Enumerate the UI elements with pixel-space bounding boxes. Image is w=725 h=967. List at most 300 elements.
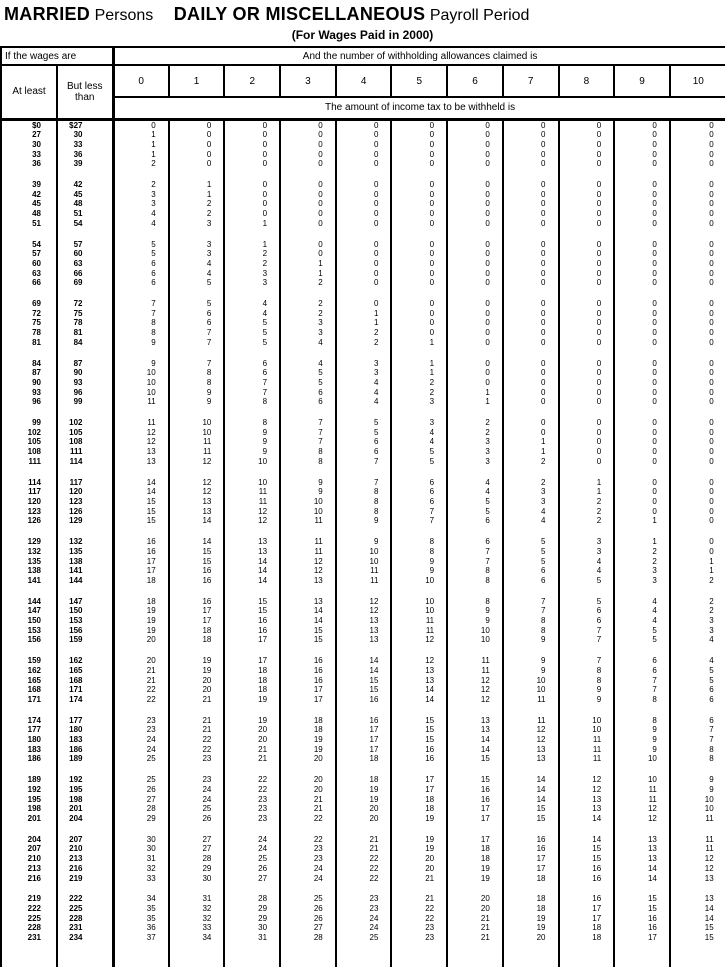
spacer-cell [447, 764, 503, 775]
tax-amount-cell: 16 [559, 894, 615, 904]
tax-amount-cell: 0 [670, 478, 725, 488]
tax-amount-cell: 12 [169, 478, 225, 488]
tax-amount-cell: 12 [614, 804, 670, 814]
tax-amount-cell: 11 [280, 547, 336, 557]
spacer-cell [447, 526, 503, 537]
tax-amount-cell: 10 [447, 626, 503, 636]
tax-amount-cell: 3 [670, 626, 725, 636]
spacer-cell [336, 526, 392, 537]
wage-but-less-cell: 234 [57, 933, 113, 943]
wage-at-least-cell: 225 [1, 914, 57, 924]
table-row [1, 150, 725, 160]
tax-amount-cell: 2 [447, 418, 503, 428]
tax-amount-cell: 0 [670, 328, 725, 338]
spacer-cell [280, 407, 336, 418]
tax-amount-cell: 22 [336, 874, 392, 884]
tax-amount-cell: 2 [224, 259, 280, 269]
tax-amount-cell: 30 [224, 923, 280, 933]
tax-amount-cell: 9 [336, 537, 392, 547]
spacer-cell [614, 883, 670, 894]
tax-amount-cell: 19 [503, 914, 559, 924]
spacer-cell [113, 407, 169, 418]
tax-amount-cell: 30 [113, 844, 169, 854]
tax-amount-cell: 0 [336, 259, 392, 269]
tax-amount-cell: 29 [224, 904, 280, 914]
spacer-cell [224, 467, 280, 478]
wage-at-least-cell: 81 [1, 338, 57, 348]
wage-at-least-cell: 63 [1, 269, 57, 279]
tax-amount-cell: 22 [391, 904, 447, 914]
spacer-cell [280, 526, 336, 537]
tax-amount-cell: 23 [391, 933, 447, 943]
tax-amount-cell: 22 [113, 695, 169, 705]
tax-amount-cell: 11 [503, 716, 559, 726]
tax-amount-cell: 23 [336, 904, 392, 914]
tax-amount-cell: 0 [391, 318, 447, 328]
tax-amount-cell: 18 [113, 576, 169, 586]
tax-amount-cell: 7 [336, 457, 392, 467]
tax-amount-cell: 0 [391, 309, 447, 319]
wage-at-least-cell: 189 [1, 775, 57, 785]
table-row [1, 795, 725, 805]
spacer-cell [503, 705, 559, 716]
tax-amount-cell: 0 [224, 130, 280, 140]
tax-amount-cell: 14 [224, 557, 280, 567]
spacer-cell [1, 645, 57, 656]
tax-amount-cell: 23 [113, 716, 169, 726]
tax-amount-cell: 10 [670, 795, 725, 805]
tax-amount-cell: 0 [224, 150, 280, 160]
tax-amount-cell: 16 [169, 576, 225, 586]
tax-amount-cell: 10 [280, 497, 336, 507]
tax-amount-cell: 3 [113, 190, 169, 200]
allowance-count-header: 2 [224, 65, 280, 97]
spacer-cell [113, 348, 169, 359]
tax-amount-cell: 0 [670, 219, 725, 229]
tax-amount-cell: 12 [670, 864, 725, 874]
wage-but-less-cell: 192 [57, 775, 113, 785]
tax-amount-cell: 13 [614, 835, 670, 845]
tax-amount-cell: 0 [670, 140, 725, 150]
tax-amount-cell: 23 [391, 923, 447, 933]
wage-but-less-cell: $27 [57, 119, 113, 130]
tax-amount-cell: 3 [447, 437, 503, 447]
spacer-cell [224, 169, 280, 180]
tax-amount-cell: 11 [224, 487, 280, 497]
tax-amount-cell: 0 [503, 190, 559, 200]
tax-amount-cell: 0 [559, 190, 615, 200]
tax-amount-cell: 13 [224, 537, 280, 547]
wage-but-less-cell: 147 [57, 597, 113, 607]
wage-but-less-cell: 144 [57, 576, 113, 586]
wage-but-less-cell: 150 [57, 606, 113, 616]
tax-amount-cell: 0 [614, 209, 670, 219]
tax-amount-cell: 21 [447, 914, 503, 924]
tax-amount-cell: 3 [391, 397, 447, 407]
tax-amount-cell: 0 [614, 119, 670, 130]
tax-amount-cell: 7 [670, 735, 725, 745]
tax-amount-cell: 2 [559, 497, 615, 507]
tax-amount-cell: 8 [169, 368, 225, 378]
tax-amount-cell: 28 [169, 854, 225, 864]
tax-amount-cell: 18 [336, 775, 392, 785]
wage-at-least-cell: 150 [1, 616, 57, 626]
tax-amount-cell: 0 [391, 249, 447, 259]
tax-amount-cell: 19 [391, 835, 447, 845]
tax-amount-cell: 3 [224, 278, 280, 288]
tax-amount-cell: 4 [559, 566, 615, 576]
spacer-cell [1, 943, 57, 967]
table-row [1, 566, 725, 576]
wage-at-least-cell: 126 [1, 516, 57, 526]
tax-amount-cell: 5 [169, 299, 225, 309]
tax-amount-cell: 6 [503, 566, 559, 576]
tax-amount-cell: 16 [169, 566, 225, 576]
tax-amount-cell: 19 [113, 626, 169, 636]
tax-amount-cell: 4 [559, 557, 615, 567]
spacer-cell [447, 288, 503, 299]
tax-amount-cell: 8 [280, 447, 336, 457]
spacer-cell [503, 348, 559, 359]
spacer-cell [224, 586, 280, 597]
tax-amount-cell: 18 [391, 795, 447, 805]
wage-at-least-cell: 102 [1, 428, 57, 438]
spacer-cell [614, 526, 670, 537]
tax-amount-cell: 9 [614, 735, 670, 745]
tax-amount-cell: 9 [224, 437, 280, 447]
spacer-cell [280, 824, 336, 835]
tax-amount-cell: 9 [670, 785, 725, 795]
wage-at-least-cell: 213 [1, 864, 57, 874]
wage-at-least-cell: 57 [1, 249, 57, 259]
tax-amount-cell: 10 [169, 428, 225, 438]
tax-amount-cell: 23 [280, 844, 336, 854]
tax-amount-cell: 1 [447, 388, 503, 398]
wage-but-less-cell: 231 [57, 923, 113, 933]
wage-but-less-cell: 195 [57, 785, 113, 795]
wage-but-less-cell: 162 [57, 656, 113, 666]
tax-amount-cell: 22 [113, 685, 169, 695]
tax-amount-cell: 4 [391, 437, 447, 447]
table-row [1, 923, 725, 933]
tax-amount-cell: 11 [559, 754, 615, 764]
wage-but-less-cell: 120 [57, 487, 113, 497]
title-daily: DAILY OR MISCELLANEOUS [173, 4, 426, 24]
tax-amount-cell: 0 [447, 219, 503, 229]
tax-amount-cell: 0 [447, 359, 503, 369]
tax-amount-cell: 0 [614, 190, 670, 200]
wage-at-least-cell: $0 [1, 119, 57, 130]
tax-amount-cell: 14 [224, 566, 280, 576]
tax-amount-cell: 0 [614, 259, 670, 269]
tax-amount-cell: 24 [113, 735, 169, 745]
tax-amount-cell: 9 [559, 685, 615, 695]
tax-amount-cell: 16 [503, 835, 559, 845]
spacer-cell [1, 824, 57, 835]
tax-amount-cell: 6 [670, 716, 725, 726]
tax-amount-cell: 10 [614, 754, 670, 764]
tax-amount-cell: 20 [169, 685, 225, 695]
tax-amount-cell: 12 [113, 428, 169, 438]
tax-amount-cell: 5 [391, 457, 447, 467]
tax-amount-cell: 0 [559, 437, 615, 447]
tax-amount-cell: 7 [559, 635, 615, 645]
spacer-cell [224, 645, 280, 656]
tax-amount-cell: 0 [280, 130, 336, 140]
tax-amount-cell: 0 [503, 249, 559, 259]
wage-at-least-cell: 108 [1, 447, 57, 457]
tax-amount-cell: 6 [224, 368, 280, 378]
tax-amount-cell: 4 [614, 606, 670, 616]
wage-but-less-cell: 84 [57, 338, 113, 348]
tax-amount-cell: 8 [391, 547, 447, 557]
allowance-count-header: 3 [280, 65, 336, 97]
wage-but-less-cell: 102 [57, 418, 113, 428]
tax-amount-cell: 10 [614, 775, 670, 785]
tax-amount-cell: 14 [224, 576, 280, 586]
spacer-cell [57, 883, 113, 894]
title-payroll: Payroll Period [429, 7, 530, 24]
allowance-count-header: 7 [503, 65, 559, 97]
tax-amount-cell: 11 [280, 537, 336, 547]
wage-at-least-cell: 228 [1, 923, 57, 933]
tax-amount-cell: 4 [614, 597, 670, 607]
tax-amount-cell: 5 [336, 418, 392, 428]
tax-amount-cell: 19 [447, 874, 503, 884]
tax-amount-cell: 4 [670, 635, 725, 645]
spacer-cell [169, 645, 225, 656]
tax-amount-cell: 15 [614, 894, 670, 904]
tax-amount-cell: 32 [169, 904, 225, 914]
tax-amount-cell: 15 [169, 547, 225, 557]
wages-header: If the wages are [1, 47, 113, 65]
table-row [1, 497, 725, 507]
tax-amount-cell: 0 [614, 487, 670, 497]
title-block [0, 0, 725, 46]
tax-amount-cell: 17 [391, 775, 447, 785]
tax-amount-cell: 3 [503, 487, 559, 497]
tax-amount-cell: 5 [391, 447, 447, 457]
tax-amount-cell: 20 [169, 676, 225, 686]
spacer-cell [113, 764, 169, 775]
wage-at-least-cell: 69 [1, 299, 57, 309]
spacer-cell [57, 943, 113, 967]
tax-amount-cell: 7 [447, 557, 503, 567]
table-row [1, 190, 725, 200]
tax-amount-cell: 13 [113, 457, 169, 467]
tax-amount-cell: 16 [391, 754, 447, 764]
spacer-cell [57, 348, 113, 359]
tax-amount-cell: 20 [391, 864, 447, 874]
group-spacer-row [1, 586, 725, 597]
wage-but-less-cell: 222 [57, 894, 113, 904]
tax-amount-cell: 2 [614, 547, 670, 557]
tax-amount-cell: 0 [336, 159, 392, 169]
tax-amount-cell: 10 [224, 457, 280, 467]
tax-amount-cell: 1 [447, 397, 503, 407]
tax-amount-cell: 16 [559, 874, 615, 884]
tax-amount-cell: 12 [670, 854, 725, 864]
wage-at-least-cell: 30 [1, 140, 57, 150]
tax-amount-cell: 24 [280, 864, 336, 874]
tax-amount-cell: 15 [391, 716, 447, 726]
tax-amount-cell: 8 [336, 487, 392, 497]
tax-amount-cell: 18 [559, 923, 615, 933]
tax-amount-cell: 0 [503, 199, 559, 209]
wage-but-less-cell: 69 [57, 278, 113, 288]
tax-amount-cell: 26 [280, 904, 336, 914]
table-row [1, 269, 725, 279]
tax-amount-cell: 13 [614, 844, 670, 854]
table-row [1, 933, 725, 943]
spacer-cell [57, 526, 113, 537]
tax-amount-cell: 4 [670, 656, 725, 666]
tax-amount-cell: 12 [224, 516, 280, 526]
tax-amount-cell: 15 [614, 904, 670, 914]
tax-amount-cell: 8 [447, 576, 503, 586]
tax-amount-cell: 0 [670, 497, 725, 507]
tax-amount-cell: 0 [670, 209, 725, 219]
tax-amount-cell: 0 [614, 388, 670, 398]
spacer-cell [614, 169, 670, 180]
tax-amount-cell: 3 [169, 240, 225, 250]
tax-amount-cell: 11 [113, 397, 169, 407]
tax-amount-cell: 8 [503, 616, 559, 626]
tax-amount-cell: 0 [169, 140, 225, 150]
tax-amount-cell: 5 [614, 635, 670, 645]
spacer-cell [559, 824, 615, 835]
tax-amount-cell: 8 [447, 597, 503, 607]
tax-amount-cell: 0 [447, 240, 503, 250]
tax-amount-cell: 18 [169, 635, 225, 645]
tax-amount-cell: 0 [559, 180, 615, 190]
tax-amount-cell: 18 [503, 874, 559, 884]
tax-amount-cell: 0 [614, 199, 670, 209]
tax-amount-cell: 25 [113, 754, 169, 764]
spacer-cell [559, 943, 615, 967]
table-row [1, 844, 725, 854]
tax-amount-cell: 1 [503, 437, 559, 447]
table-row [1, 240, 725, 250]
tax-amount-cell: 3 [614, 566, 670, 576]
spacer-cell [503, 288, 559, 299]
table-row [1, 437, 725, 447]
tax-amount-cell: 17 [503, 854, 559, 864]
tax-amount-cell: 15 [503, 804, 559, 814]
tax-amount-cell: 0 [670, 278, 725, 288]
tax-amount-cell: 1 [503, 447, 559, 457]
table-row [1, 328, 725, 338]
tax-amount-cell: 13 [280, 597, 336, 607]
tax-amount-cell: 12 [280, 557, 336, 567]
wage-but-less-cell: 30 [57, 130, 113, 140]
tax-amount-cell: 12 [280, 566, 336, 576]
tax-amount-cell: 9 [391, 566, 447, 576]
tax-amount-cell: 10 [169, 418, 225, 428]
tax-amount-cell: 8 [447, 566, 503, 576]
tax-amount-cell: 0 [614, 378, 670, 388]
tax-amount-cell: 3 [670, 616, 725, 626]
wage-but-less-cell: 72 [57, 299, 113, 309]
spacer-cell [224, 526, 280, 537]
wage-at-least-cell: 153 [1, 626, 57, 636]
tax-amount-cell: 16 [224, 626, 280, 636]
allowance-count-header: 4 [336, 65, 392, 97]
tax-amount-cell: 0 [614, 397, 670, 407]
wage-at-least-cell: 75 [1, 318, 57, 328]
tax-amount-cell: 0 [280, 249, 336, 259]
tax-amount-cell: 15 [559, 844, 615, 854]
tax-amount-cell: 5 [336, 428, 392, 438]
spacer-cell [336, 586, 392, 597]
spacer-cell [670, 348, 725, 359]
tax-amount-cell: 0 [391, 150, 447, 160]
tax-amount-cell: 6 [113, 269, 169, 279]
tax-amount-cell: 4 [503, 516, 559, 526]
tax-amount-cell: 0 [503, 240, 559, 250]
tax-amount-cell: 20 [113, 635, 169, 645]
tax-amount-cell: 0 [447, 378, 503, 388]
tax-amount-cell: 0 [559, 278, 615, 288]
tax-amount-cell: 0 [224, 199, 280, 209]
tax-amount-cell: 9 [447, 606, 503, 616]
group-spacer-row [1, 169, 725, 180]
tax-amount-cell: 7 [447, 547, 503, 557]
tax-amount-cell: 5 [224, 328, 280, 338]
wage-at-least-cell: 165 [1, 676, 57, 686]
tax-amount-cell: 0 [559, 240, 615, 250]
spacer-cell [113, 705, 169, 716]
column-header-row [1, 65, 725, 97]
tax-amount-cell: 31 [224, 933, 280, 943]
tax-amount-cell: 12 [169, 457, 225, 467]
wage-but-less-cell: 105 [57, 428, 113, 438]
tax-amount-cell: 21 [280, 804, 336, 814]
tax-amount-cell: 7 [113, 299, 169, 309]
tax-amount-cell: 21 [113, 676, 169, 686]
tax-amount-cell: 12 [391, 635, 447, 645]
tax-amount-cell: 0 [670, 249, 725, 259]
tax-amount-cell: 1 [224, 219, 280, 229]
tax-amount-cell: 29 [224, 914, 280, 924]
spacer-cell [280, 764, 336, 775]
spacer-cell [113, 645, 169, 656]
table-row [1, 547, 725, 557]
tax-amount-cell: 17 [224, 656, 280, 666]
table-row [1, 180, 725, 190]
tax-amount-cell: 0 [559, 388, 615, 398]
table-row [1, 447, 725, 457]
tax-amount-cell: 11 [559, 735, 615, 745]
tax-amount-cell: 18 [224, 666, 280, 676]
tax-amount-cell: 10 [391, 597, 447, 607]
spacer-cell [336, 169, 392, 180]
tax-amount-cell: 8 [224, 418, 280, 428]
tax-amount-cell: 11 [336, 576, 392, 586]
wage-at-least-cell: 231 [1, 933, 57, 943]
tax-amount-cell: 14 [447, 745, 503, 755]
spacer-cell [391, 407, 447, 418]
tax-amount-cell: 0 [447, 338, 503, 348]
tax-amount-cell: 0 [670, 447, 725, 457]
tax-amount-cell: 22 [280, 835, 336, 845]
wage-at-least-cell: 48 [1, 209, 57, 219]
wage-but-less-cell: 207 [57, 835, 113, 845]
tax-amount-cell: 17 [224, 635, 280, 645]
wage-at-least-cell: 60 [1, 259, 57, 269]
table-row [1, 835, 725, 845]
tax-amount-cell: 16 [614, 923, 670, 933]
